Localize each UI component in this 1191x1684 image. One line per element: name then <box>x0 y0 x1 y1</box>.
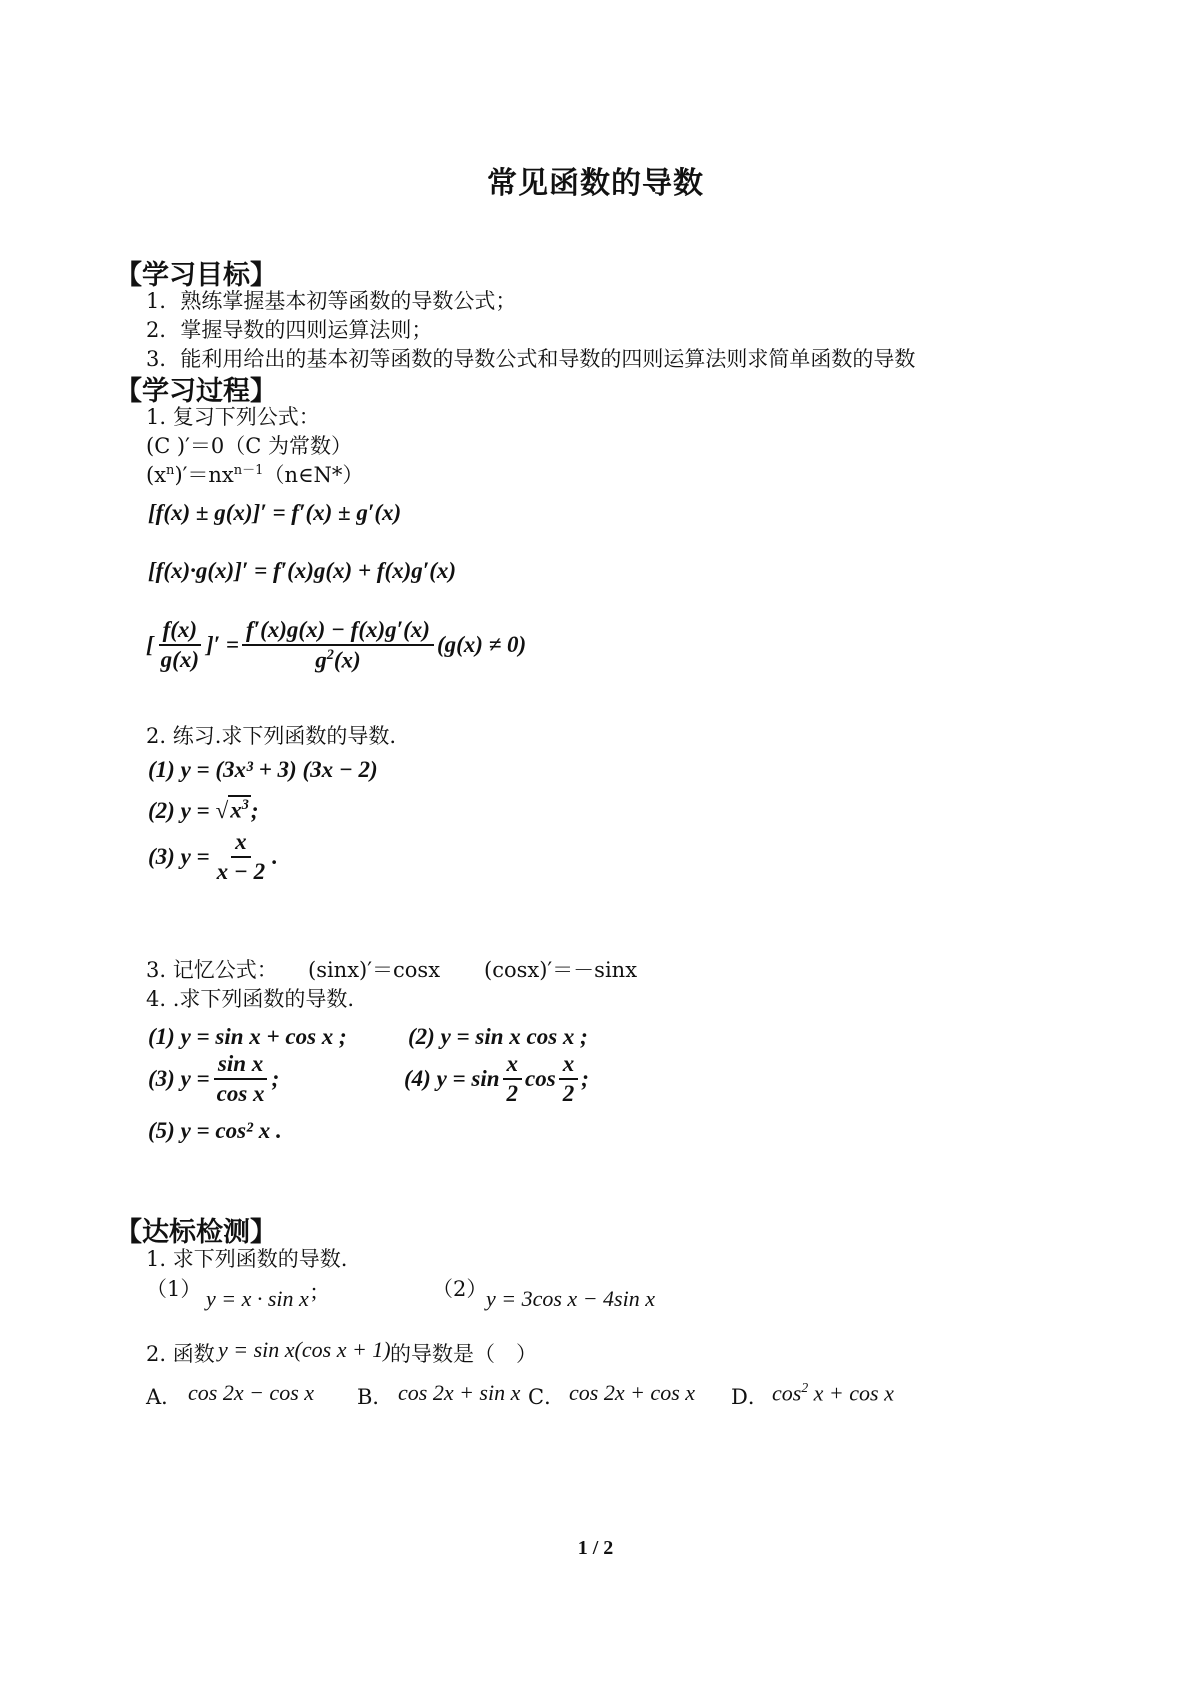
formula-power-base: (x <box>146 463 167 487</box>
practice-item-1: (1) y = (3x³ + 3) (3x − 2) <box>148 757 378 782</box>
test-1b-expression: y = 3cos x − 4sin x <box>486 1286 655 1311</box>
section-heading-test: 【达标检测】 <box>115 1217 277 1248</box>
rule-quotient-lhs-denominator: g(x) <box>160 647 199 673</box>
option-d-base: cos <box>772 1380 802 1406</box>
sqrt-radicand <box>228 795 251 824</box>
rule-quotient <box>146 618 526 673</box>
rule-sum: [f(x) ± g(x)]′ = f′(x) ± g′(x) <box>148 500 402 525</box>
rule-quotient-condition: (g(x) ≠ 0) <box>436 632 527 658</box>
practice-item-3-prefix: (3) y = <box>148 844 210 870</box>
option-a: cos 2x − cos x <box>188 1380 315 1405</box>
practice2-item-4-denominator-2: 2 <box>562 1081 575 1107</box>
formula-power-tail: （n∈N*） <box>263 463 364 487</box>
option-b: cos 2x + sin x <box>398 1380 521 1405</box>
sqrt-radicand-base: x <box>230 797 242 823</box>
practice2-item-3-prefix: (3) y = <box>148 1066 210 1092</box>
test-1b-number: （2） <box>432 1277 488 1301</box>
test-1-label: 1. 求下列函数的导数. <box>146 1247 348 1271</box>
option-c-label: C． <box>528 1385 566 1409</box>
practice2-item-3-denominator: cos x <box>216 1081 265 1107</box>
practice-item-3-numerator: x <box>231 830 251 858</box>
practice2-item-4 <box>404 1052 589 1106</box>
rule-quotient-rhs-denominator <box>311 646 364 673</box>
test-1a-number: （1） <box>146 1277 202 1301</box>
rule-quotient-rhs-den-tail: (x) <box>333 647 361 673</box>
practice-item-2 <box>148 795 259 824</box>
practice-item-3-suffix: . <box>272 844 278 870</box>
page-title: 常见函数的导数 <box>487 166 704 201</box>
section-heading-process: 【学习过程】 <box>115 376 277 407</box>
practice2-item-3-suffix: ; <box>271 1066 280 1092</box>
practice2-item-3-fraction <box>213 1052 269 1106</box>
page-number: 1 / 2 <box>577 1537 614 1559</box>
test-1a-expression: y = x · sin x <box>206 1286 309 1311</box>
objective-item-3: 3．能利用给出的基本初等函数的导数公式和导数的四则运算法则求简单函数的导数 <box>146 347 916 371</box>
formula-power <box>146 459 363 489</box>
rule-quotient-close: ]′ = <box>206 632 239 658</box>
practice-item-3-denominator: x − 2 <box>216 859 266 885</box>
section-heading-objectives: 【学习目标】 <box>115 260 277 291</box>
formula-power-sup2: n－1 <box>233 463 264 478</box>
practice2-item-4-denominator-1: 2 <box>506 1081 519 1107</box>
practice2-item-3 <box>148 1052 279 1106</box>
memory-cos: (cosx)′＝－sinx <box>484 958 638 982</box>
rule-product: [f(x)·g(x)]′ = f′(x)g(x) + f(x)g′(x) <box>148 558 457 583</box>
practice-label: 2. 练习.求下列函数的导数. <box>146 724 397 748</box>
rule-quotient-rhs-fraction <box>242 618 434 673</box>
practice2-item-4-prefix: (4) y = sin <box>404 1066 500 1092</box>
review-label: 1. 复习下列公式： <box>146 405 320 429</box>
sqrt-radicand-sup: 3 <box>241 797 249 813</box>
practice2-item-3-numerator: sin x <box>214 1052 267 1080</box>
practice2-item-4-fraction-2 <box>559 1052 579 1106</box>
formula-power-mid: )′＝nx <box>174 463 234 487</box>
practice2-item-2: (2) y = sin x cos x ; <box>408 1024 588 1049</box>
formula-power-sup1: n <box>166 463 175 478</box>
practice-item-2-suffix: ; <box>250 797 259 823</box>
practice2-item-5: (5) y = cos² x . <box>148 1118 282 1143</box>
rule-quotient-rhs-den-base: g <box>315 647 327 673</box>
rule-quotient-rhs-den-sup: 2 <box>326 647 334 664</box>
option-b-label: B． <box>357 1385 394 1409</box>
option-d-label: D． <box>731 1385 769 1409</box>
practice2-item-4-suffix: ; <box>581 1066 589 1092</box>
rule-quotient-lhs-fraction <box>157 618 203 672</box>
option-d-tail: x + cos x <box>808 1380 894 1406</box>
practice2-item-4-numerator-1: x <box>503 1052 523 1080</box>
objective-item-2: 2．掌握导数的四则运算法则； <box>146 318 433 342</box>
practice2-item-1: (1) y = sin x + cos x ; <box>148 1024 347 1049</box>
practice-item-3 <box>148 830 278 884</box>
sqrt-symbol: √ $x^3$ <box>215 797 249 823</box>
test-2-expression: y = sin x(cos x + 1) <box>218 1337 391 1362</box>
rule-quotient-open: [ <box>146 632 154 658</box>
test-2-tail: 的导数是（ ） <box>390 1342 537 1366</box>
memory-sin: (sinx)′＝cosx <box>308 958 441 982</box>
practice2-item-4-numerator-2: x <box>559 1052 579 1080</box>
practice2-label: 4. .求下列函数的导数. <box>146 987 355 1011</box>
option-a-label: A． <box>146 1385 183 1409</box>
formula-constant: (C )′＝0（C 为常数） <box>146 434 353 458</box>
test-2-label: 2. 函数 <box>146 1342 215 1366</box>
option-d-sup: 2 <box>801 1380 809 1395</box>
practice-item-2-prefix: (2) y = <box>148 797 210 823</box>
option-c: cos 2x + cos x <box>569 1380 696 1405</box>
practice2-item-4-fraction-1 <box>503 1052 523 1106</box>
option-d <box>772 1380 894 1406</box>
practice2-item-4-mid: cos <box>525 1066 556 1092</box>
memory-label: 3. 记忆公式： <box>146 958 278 982</box>
rule-quotient-rhs-numerator: f′(x)g(x) − f(x)g′(x) <box>242 618 434 646</box>
objective-item-1: 1．熟练掌握基本初等函数的导数公式； <box>146 289 517 313</box>
test-1a-semicolon: ; <box>311 1278 318 1303</box>
rule-quotient-lhs-numerator: f(x) <box>159 618 201 646</box>
practice-item-3-fraction <box>213 830 269 884</box>
